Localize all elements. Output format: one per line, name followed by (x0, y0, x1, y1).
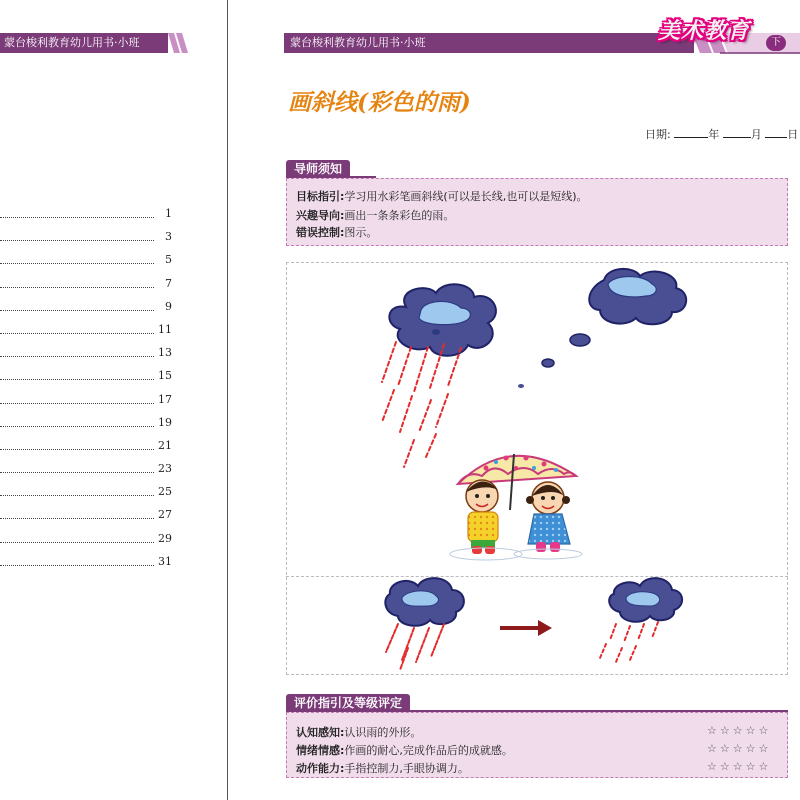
toc-row[interactable] (0, 298, 172, 321)
guide-item-text: 画出一条条彩色的雨。 (344, 209, 455, 222)
illustration (286, 262, 788, 675)
rain-lines (382, 342, 461, 467)
date-line (645, 126, 798, 142)
date-month-blank[interactable] (723, 126, 751, 138)
toc-page-number: 9 (165, 299, 172, 313)
toc-page-number: 21 (158, 438, 172, 452)
date-year-blank[interactable] (674, 126, 708, 138)
volume-badge: 下 (766, 35, 786, 51)
evaluation-heading: 评价指引及等级评定 (286, 694, 410, 713)
toc-row[interactable] (0, 344, 172, 367)
guide-item-label: 目标指引: (296, 190, 345, 203)
toc-page-number: 5 (165, 253, 172, 267)
toc-row[interactable] (0, 460, 172, 483)
date-month-label: 月 (750, 128, 762, 141)
evaluation-item (296, 724, 421, 740)
date-day-label: 日 (787, 128, 799, 141)
arrow-icon (500, 620, 552, 636)
toc-row[interactable] (0, 205, 172, 228)
toc-row[interactable] (0, 228, 172, 251)
toc-row[interactable] (0, 414, 172, 437)
toc-row[interactable] (0, 530, 172, 553)
evaluation-item-label: 认知感知: (296, 726, 345, 739)
toc-page-number: 17 (158, 392, 172, 406)
example-cloud-right (609, 578, 682, 622)
toc-page-number: 27 (158, 508, 172, 522)
date-year-label: 年 (708, 128, 720, 141)
subject-title: 美术教育 (658, 18, 751, 44)
toc-page-number: 23 (158, 462, 172, 476)
evaluation-item (296, 742, 513, 758)
guide-item (296, 207, 454, 223)
rating-stars[interactable]: ☆☆☆☆☆ (707, 742, 772, 755)
toc-row[interactable] (0, 483, 172, 506)
toc-row[interactable] (0, 321, 172, 344)
date-day-blank[interactable] (765, 126, 787, 138)
toc-page-number: 15 (158, 369, 172, 383)
evaluation-item-label: 动作能力: (296, 762, 345, 775)
evaluation-item-label: 情绪情感: (296, 744, 345, 757)
example-rain-short (600, 622, 658, 662)
evaluation-item (296, 760, 469, 776)
toc-row[interactable] (0, 251, 172, 274)
table-of-contents (0, 205, 172, 576)
toc-row[interactable] (0, 275, 172, 298)
evaluation-item-text: 手指控制力,手眼协调力。 (344, 762, 469, 775)
guide-item (296, 188, 587, 204)
evaluation-item-text: 作画的耐心,完成作品后的成就感。 (344, 744, 513, 757)
toc-page-number: 13 (158, 346, 172, 360)
rating-stars[interactable]: ☆☆☆☆☆ (707, 724, 772, 737)
guide-item (296, 224, 377, 240)
header-stripes (166, 33, 206, 53)
toc-row[interactable] (0, 553, 172, 576)
toc-page-number: 19 (158, 415, 172, 429)
toc-row[interactable] (0, 437, 172, 460)
toc-page-number: 31 (158, 554, 172, 568)
toc-page-number: 7 (165, 276, 172, 290)
toc-page-number: 25 (158, 485, 172, 499)
guide-heading: 导师须知 (286, 160, 350, 179)
right-header-bar: 蒙台梭利教育幼儿用书·小班 (284, 33, 694, 53)
example-cloud-left (385, 578, 464, 626)
toc-row[interactable] (0, 506, 172, 529)
children-with-umbrella (450, 454, 582, 560)
toc-row[interactable] (0, 391, 172, 414)
thought-cloud (518, 269, 686, 388)
left-header-bar: 蒙台梭利教育幼儿用书·小班 (0, 33, 168, 53)
rating-stars[interactable]: ☆☆☆☆☆ (707, 760, 772, 773)
toc-row[interactable] (0, 367, 172, 390)
guide-item-text: 学习用水彩笔画斜线(可以是长线,也可以是短线)。 (344, 190, 588, 203)
guide-item-text: 图示。 (344, 226, 378, 239)
example-rain-long (386, 624, 444, 670)
toc-page-number: 1 (165, 207, 172, 220)
guide-item-label: 错误控制: (296, 226, 345, 239)
toc-page-number: 3 (165, 230, 172, 244)
date-label: 日期: (645, 128, 671, 141)
toc-page-number: 29 (158, 531, 172, 545)
left-page (0, 0, 228, 800)
guide-item-label: 兴趣导向: (296, 209, 345, 222)
evaluation-item-text: 认识雨的外形。 (344, 726, 422, 739)
guide-box (286, 178, 788, 246)
lesson-title: 画斜线(彩色的雨) (288, 89, 471, 116)
toc-page-number: 11 (158, 322, 172, 336)
